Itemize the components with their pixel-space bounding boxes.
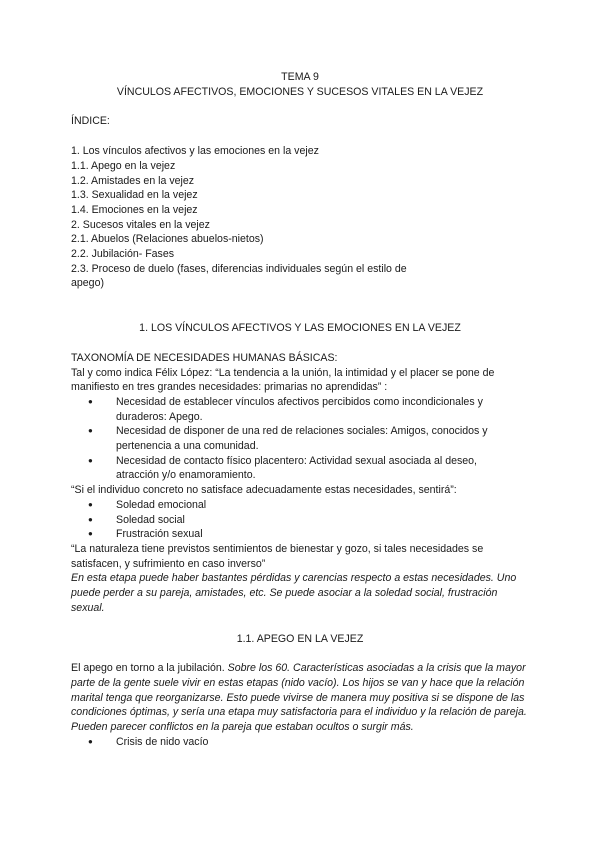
list-item: ● Necesidad de disponer de una red de relaciones sociales: Amigos, conocidos y pertenencia a una comunidad.: [71, 424, 506, 453]
index-heading: ÍNDICE:: [71, 115, 110, 128]
consequence-intro: “Si el individuo concreto no satisface adecuadamente estas necesidades, sentirá”:: [71, 484, 457, 497]
doc-title: TEMA 9: [281, 71, 319, 83]
index-item: 2.1. Abuelos (Relaciones abuelos-nietos): [71, 233, 264, 246]
index-item: 2.2. Jubilación- Fases: [71, 248, 175, 261]
index-item: 1.4. Emociones en la vejez: [71, 203, 198, 216]
index-item: 1.3. Sexualidad en la vejez: [71, 189, 198, 202]
doc-subtitle: VÍNCULOS AFECTIVOS, EMOCIONES Y SUCESOS VITALES EN LA VEJEZ: [116, 85, 484, 98]
index-item: 1. Los vínculos afectivos y las emociones en la vejez: [71, 145, 319, 158]
list-item: ● Soledad social: [71, 513, 529, 528]
document-body: [71, 70, 529, 749]
consequences-list: [71, 498, 529, 542]
list-item: ● Necesidad de establecer vínculos afectivos percibidos como incondicionales y duraderos: Apego.: [71, 395, 506, 424]
index-list: [71, 144, 529, 291]
index-item: 1.1. Apego en la vejez: [71, 159, 176, 172]
list-item: ● Soledad emocional: [71, 498, 529, 513]
list-item: ● Crisis de nido vacío: [71, 735, 529, 750]
index-item: 2. Sucesos vitales en la vejez: [71, 218, 210, 231]
apego-list: [71, 735, 529, 750]
list-item: ● Frustración sexual: [71, 527, 529, 542]
apego-italic: Sobre los 60. Características asociadas a la crisis que la mayor parte de la gente suele vivir en estas etapas (nido vacío). Los hijos se van y hace que la relación marital tenga que reorganizarse. Esto puede vivirse de manera muy positiva si se dispone de las condiciones óptimas, y sería una etapa muy satisfactoria para el individuo y la relación de pareja. Pueden parecer conflictos en la pareja que estaban ocultos o surgir más.: [71, 662, 527, 734]
section-1-heading: 1. LOS VÍNCULOS AFECTIVOS Y LAS EMOCIONES EN LA VEJEZ: [139, 322, 461, 335]
apego-lead: El apego en torno a la jubilación.: [71, 662, 228, 675]
index-item: 2.3. Proceso de duelo (fases, diferencias individuales según el estilo de apego): [71, 262, 407, 290]
taxonomy-intro: Tal y como indica Félix López: “La tendencia a la unión, la intimidad y el placer se pone de manifiesto en tres grandes necesidades: primarias no aprendidas” :: [71, 366, 495, 394]
index-item: 1.2. Amistades en la vejez: [71, 174, 195, 187]
taxonomy-title: TAXONOMÍA DE NECESIDADES HUMANAS BÁSICAS:: [71, 351, 338, 364]
nature-quote: “La naturaleza tiene previstos sentimientos de bienestar y gozo, si tales necesidades se satisfacen, y sufrimiento en caso inverso”: [71, 542, 484, 570]
apego-paragraph: [71, 661, 529, 735]
italic-note: En esta etapa puede haber bastantes pérdidas y carencias respecto a estas necesidades. Uno puede perder a su pareja, amistades, etc. Se puede asociar a la soledad social, frustración sexual.: [71, 572, 517, 614]
section-1-1-heading: 1.1. APEGO EN LA VEJEZ: [236, 632, 364, 645]
list-item: ● Necesidad de contacto físico placentero: Actividad sexual asociada al deseo, atracción y/o enamoramiento.: [71, 454, 506, 483]
needs-list: [71, 395, 529, 483]
